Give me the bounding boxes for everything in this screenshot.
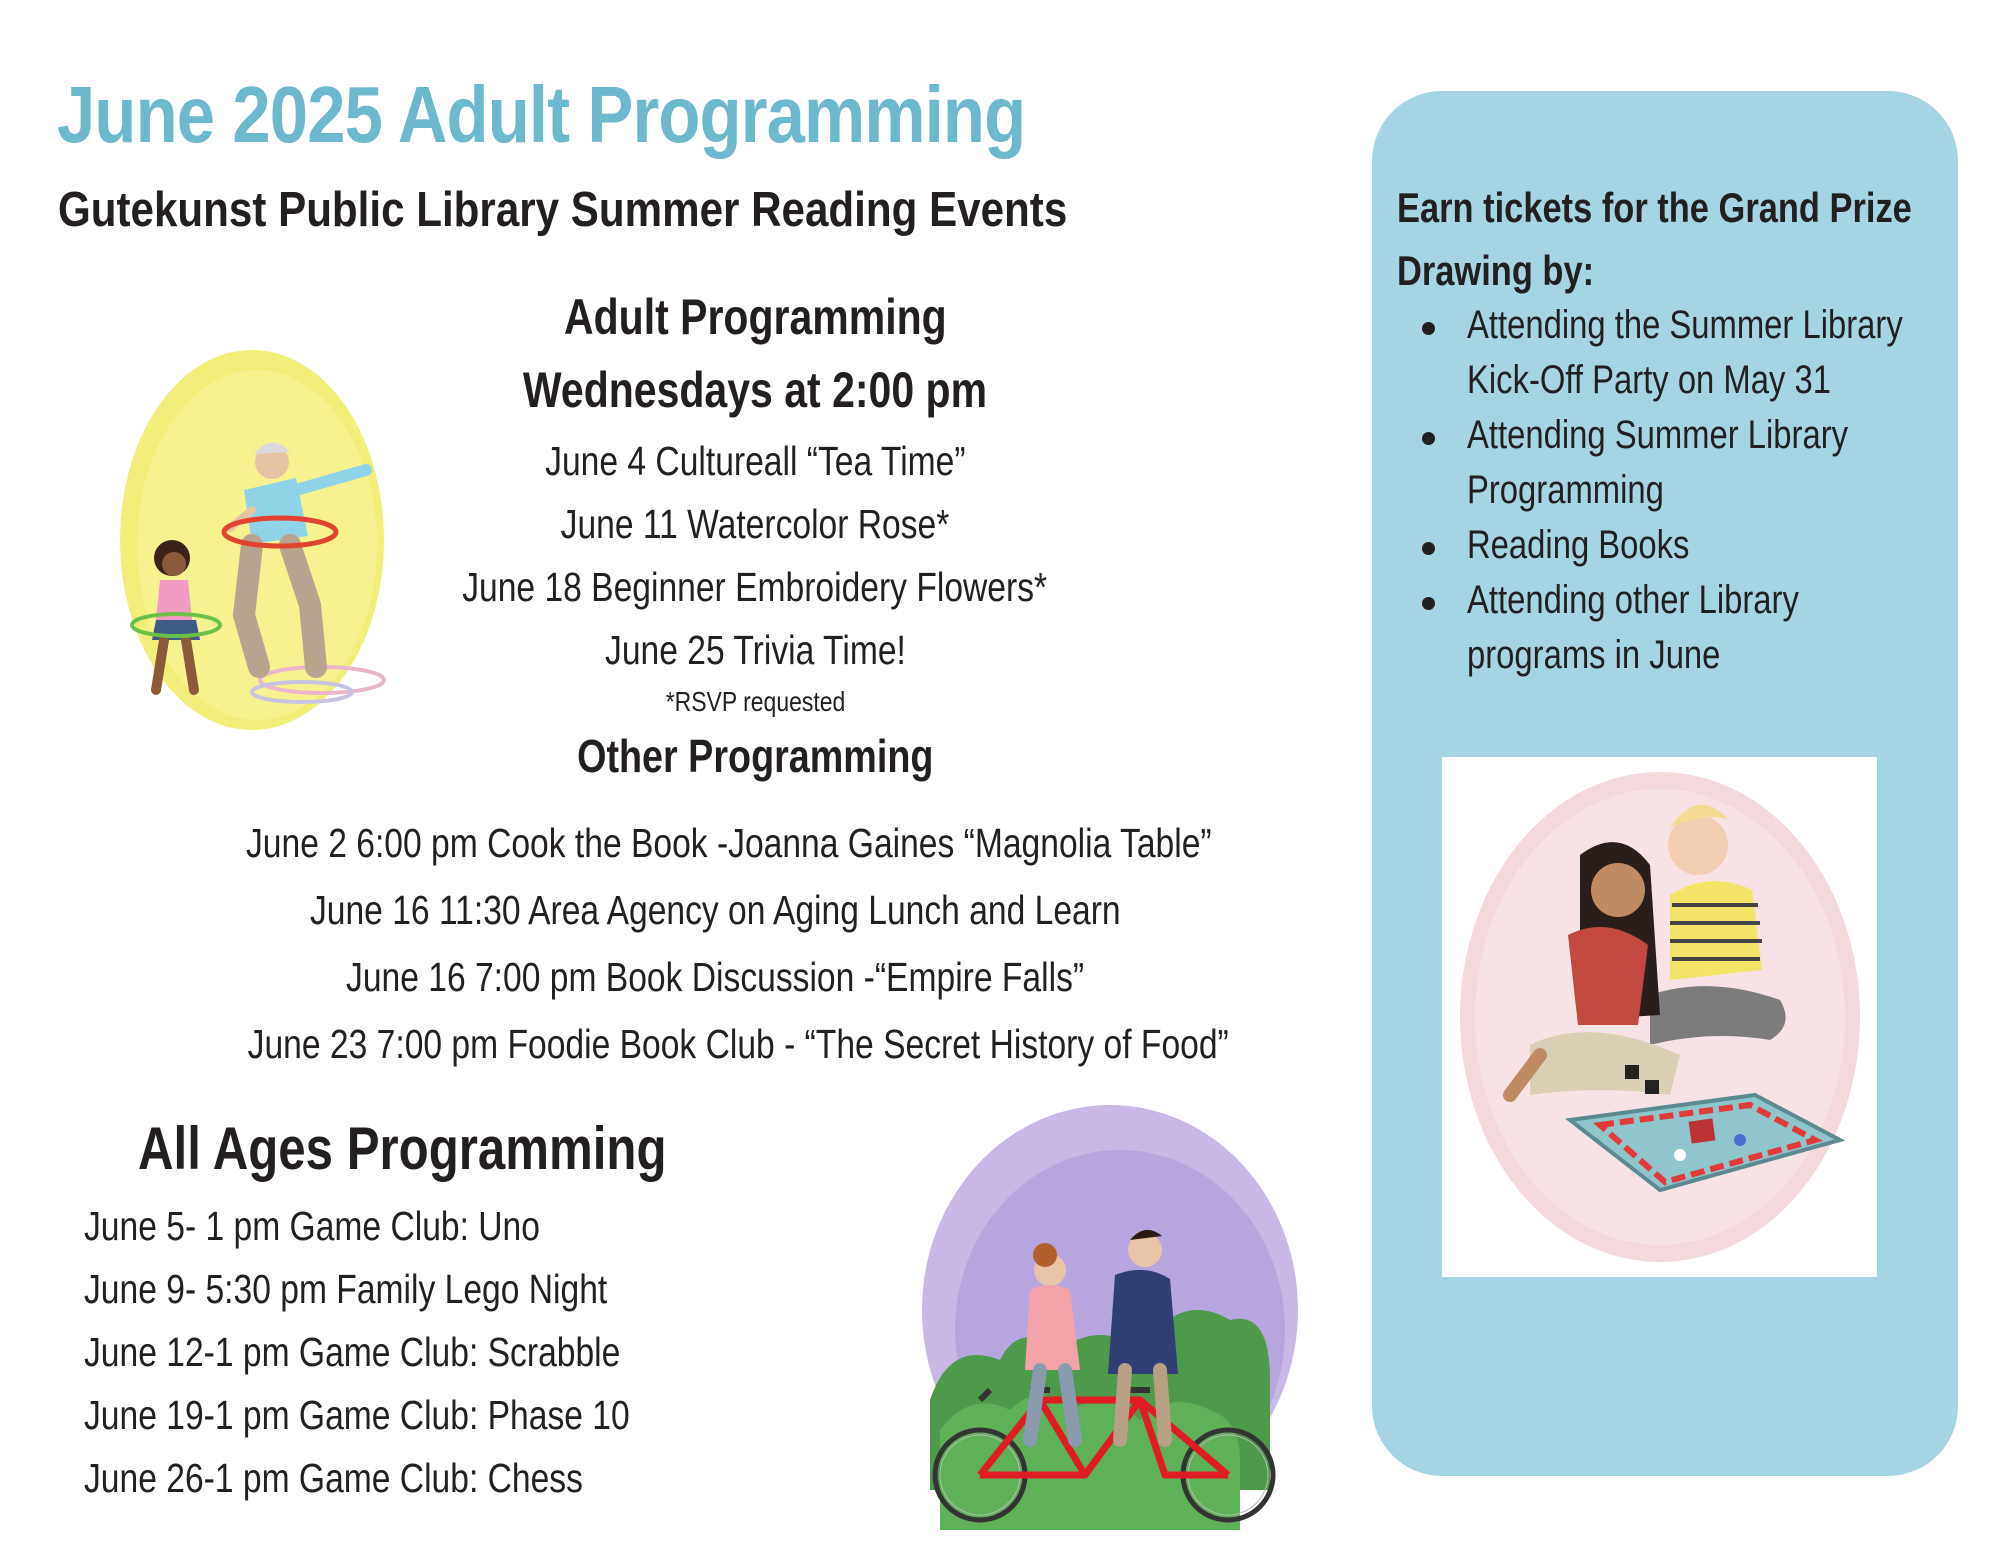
all-ages-event-item: June 26-1 pm Game Club: Chess (84, 1455, 583, 1501)
list-item (1422, 573, 1942, 683)
list-item-text: Kick-Off Party on May 31 (1467, 358, 1831, 402)
other-event-item: June 16 11:30 Area Agency on Aging Lunch and Learn (309, 887, 1121, 933)
bullet-icon (1422, 597, 1435, 610)
adult-event-item: June 18 Beginner Embroidery Flowers* (462, 564, 1048, 610)
bullet-icon (1422, 322, 1435, 335)
other-event-item: June 16 7:00 pm Book Discussion -“Empire Falls” (345, 954, 1085, 1000)
list-item (1422, 518, 1942, 573)
list-item (1422, 408, 1942, 518)
ticket-ways-list (1422, 298, 1942, 683)
rsvp-note: *RSVP requested (665, 686, 845, 717)
all-ages-event-item: June 12-1 pm Game Club: Scrabble (84, 1329, 621, 1375)
all-ages-heading: All Ages Programming (138, 1115, 667, 1182)
adult-event-item: June 4 Cultureall “Tea Time” (544, 438, 966, 484)
other-event-item: June 23 7:00 pm Foodie Book Club - “The Secret History of Food” (247, 1021, 1229, 1067)
bullet-icon (1422, 432, 1435, 445)
other-event-item: June 2 6:00 pm Cook the Book -Joanna Gaines “Magnolia Table” (245, 820, 1212, 866)
all-ages-event-item: June 9- 5:30 pm Family Lego Night (84, 1266, 608, 1312)
tandem-bicycle-illustration (910, 1100, 1310, 1545)
grand-prize-heading-line: Earn tickets for the Grand Prize (1397, 184, 1912, 231)
page-subtitle: Gutekunst Public Library Summer Reading Events (58, 183, 1068, 237)
all-ages-list (84, 1195, 750, 1510)
other-programming-list (140, 810, 1290, 1078)
all-ages-event-item: June 19-1 pm Game Club: Phase 10 (84, 1392, 630, 1438)
list-item-text: Attending the Summer Library (1467, 303, 1903, 347)
adult-programming-heading: Adult Programming (563, 289, 947, 345)
bullet-icon (1422, 542, 1435, 555)
page-title: June 2025 Adult Programming (57, 70, 1026, 159)
list-item (1422, 298, 1942, 408)
grand-prize-heading (1397, 176, 1957, 302)
other-programming-heading: Other Programming (576, 730, 934, 782)
adult-event-item: June 25 Trivia Time! (604, 627, 906, 673)
list-item-text: programs in June (1467, 633, 1721, 677)
adult-event-item: June 11 Watercolor Rose* (560, 501, 950, 547)
list-item-text: Attending Summer Library (1467, 413, 1849, 457)
board-game-illustration (1450, 765, 1870, 1270)
all-ages-event-item: June 5- 1 pm Game Club: Uno (84, 1203, 540, 1249)
list-item-text: Reading Books (1467, 523, 1690, 567)
list-item-text: Attending other Library (1467, 578, 1799, 622)
adult-programming-section (330, 284, 1180, 790)
list-item-text: Programming (1467, 468, 1664, 512)
adult-programming-schedule: Wednesdays at 2:00 pm (522, 362, 988, 418)
grand-prize-heading-line: Drawing by: (1397, 247, 1595, 294)
